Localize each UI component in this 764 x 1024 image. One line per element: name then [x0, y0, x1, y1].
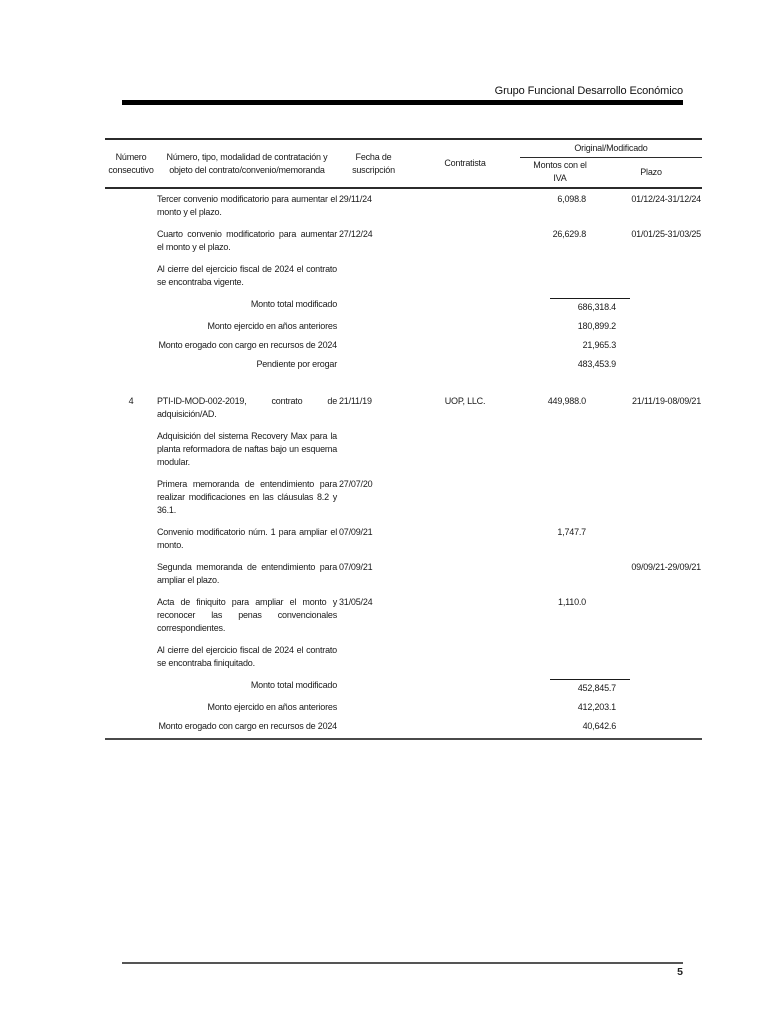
- cell-objeto: Acta de finiquito para ampliar el monto y reconocer las penas convencionales correspondientes.: [157, 597, 337, 633]
- table-row: [105, 430, 702, 469]
- summary-amount: 483,453.9: [577, 359, 616, 369]
- table-row: [105, 228, 702, 254]
- table-row: [105, 526, 702, 552]
- table-row: [105, 644, 702, 670]
- cell-contratista: UOP, LLC.: [444, 396, 486, 406]
- cell-objeto: Primera memoranda de entendimiento para realizar modificaciones en las cláusulas 8.2 y 36.1.: [157, 479, 337, 515]
- table-header-row: [105, 138, 702, 189]
- header-rule: [122, 100, 683, 105]
- cell-objeto: Al cierre del ejercicio fiscal de 2024 el contrato se encontraba vigente.: [157, 264, 337, 287]
- header-consecutivo: Número consecutivo: [108, 151, 154, 175]
- summary-row: [105, 339, 702, 352]
- cell-fecha: 21/11/19: [339, 396, 372, 406]
- table-row: [105, 193, 702, 219]
- cell-fecha: 31/05/24: [339, 597, 373, 607]
- summary-label: Pendiente por erogar: [256, 359, 337, 369]
- header-fecha: Fecha de suscripción: [352, 151, 395, 175]
- cell-objeto: Convenio modificatorio núm. 1 para ampliar el monto.: [157, 527, 337, 550]
- summary-row: [105, 720, 702, 733]
- table-row: [105, 263, 702, 289]
- table-row: [105, 561, 702, 587]
- table-row: [105, 478, 702, 517]
- summary-amount: 452,845.7: [550, 679, 630, 695]
- cell-plazo: 01/01/25-31/03/25: [631, 229, 701, 239]
- table-row: [105, 395, 702, 421]
- header-group-original-modificado: [520, 142, 702, 185]
- summary-label: Monto ejercido en años anteriores: [207, 702, 337, 712]
- summary-row: [105, 320, 702, 333]
- summary-label: Monto erogado con cargo en recursos de 2024: [158, 721, 337, 731]
- cell-plazo: 01/12/24-31/12/24: [631, 194, 701, 204]
- cell-fecha: 27/12/24: [339, 229, 373, 239]
- header-montos: Montos con el IVA: [533, 160, 587, 183]
- summary-row: [105, 298, 702, 314]
- cell-fecha: 29/11/24: [339, 194, 372, 204]
- footer-rule: [122, 962, 683, 964]
- summary-row: [105, 679, 702, 695]
- summary-label: Monto ejercido en años anteriores: [207, 321, 337, 331]
- cell-monto: 449,988.0: [547, 396, 586, 406]
- cell-plazo: 09/09/21-29/09/21: [631, 562, 701, 572]
- cell-objeto: Cuarto convenio modificatorio para aumentar el monto y el plazo.: [157, 229, 337, 252]
- cell-monto: 6,098.8: [557, 194, 586, 204]
- cell-monto: 26,629.8: [552, 229, 586, 239]
- cell-monto: 1,747.7: [557, 527, 586, 537]
- cell-objeto: Segunda memoranda de entendimiento para ampliar el plazo.: [157, 562, 337, 585]
- cell-plazo: 21/11/19-08/09/21: [632, 396, 701, 406]
- page-header-title: Grupo Funcional Desarrollo Económico: [494, 85, 683, 97]
- summary-label: Monto total modificado: [250, 299, 337, 309]
- summary-row: [105, 701, 702, 714]
- page-number: 5: [677, 966, 683, 978]
- header-contratista: Contratista: [444, 158, 486, 168]
- summary-amount: 21,965.3: [582, 340, 616, 350]
- cell-monto: 1,110.0: [558, 597, 586, 607]
- cell-objeto: PTI-ID-MOD-002-2019, contrato de adquisición/AD.: [157, 396, 337, 419]
- cell-objeto: Tercer convenio modificatorio para aumentar el monto y el plazo.: [157, 194, 337, 217]
- cell-objeto: Al cierre del ejercicio fiscal de 2024 el contrato se encontraba finiquitado.: [157, 645, 337, 668]
- summary-row: [105, 358, 702, 371]
- cell-fecha: 07/09/21: [339, 562, 373, 572]
- summary-label: Monto erogado con cargo en recursos de 2024: [158, 340, 337, 350]
- header-objeto: Número, tipo, modalidad de contratación y objeto del contrato/convenio/memoranda: [166, 151, 328, 175]
- cell-objeto: Adquisición del sistema Recovery Max para la planta reformadora de naftas bajo un esquema modular.: [157, 431, 337, 467]
- summary-amount: 180,899.2: [577, 321, 616, 331]
- cell-fecha: 07/09/21: [339, 527, 373, 537]
- summary-amount: 686,318.4: [550, 298, 630, 314]
- summary-amount: 40,642.6: [582, 721, 616, 731]
- cell-consecutivo: 4: [128, 396, 134, 406]
- cell-fecha: 27/07/20: [339, 479, 373, 489]
- header-grupo-label: Original/Modificado: [520, 142, 702, 158]
- table-row: [105, 596, 702, 635]
- contracts-table: [105, 138, 702, 740]
- summary-label: Monto total modificado: [250, 680, 337, 690]
- summary-amount: 412,203.1: [577, 702, 616, 712]
- header-plazo: Plazo: [640, 166, 662, 177]
